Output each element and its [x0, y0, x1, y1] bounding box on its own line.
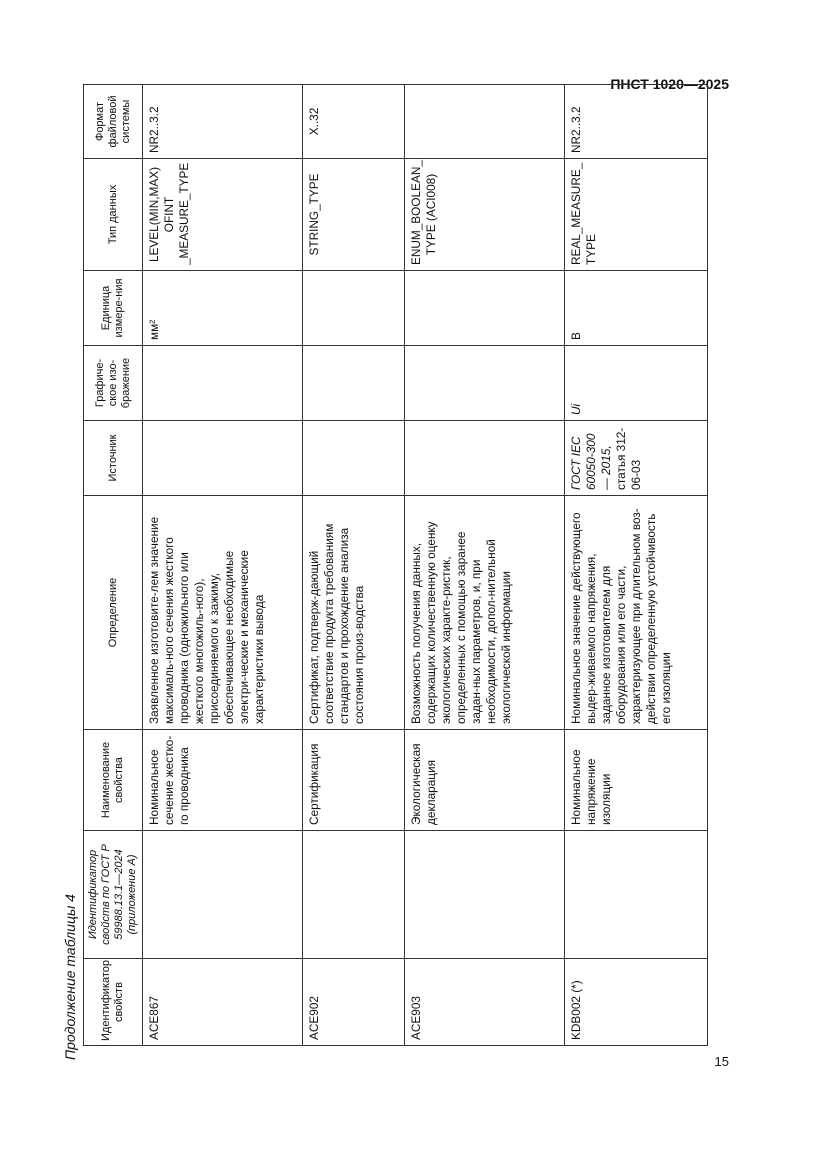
- col-header-unit: Единица измере-ния: [84, 271, 143, 346]
- table-row: [405, 85, 565, 1046]
- cell-definition: Номинальное значение действующего выдер-живаемого напряжения, заданное изготовителем для оборудования или его части, характеризующее при длительном воз-действии определенную устойчивость его изоляции: [565, 496, 708, 730]
- cell-source: [143, 421, 303, 496]
- properties-table: [83, 95, 706, 1046]
- cell-source: [405, 421, 565, 496]
- table-caption: Продолжение таблицы 4: [62, 894, 78, 1060]
- document-code: ПНСТ 1020—2025: [610, 76, 729, 92]
- cell-symbol: [143, 346, 303, 421]
- cell-symbol: Ui: [565, 346, 708, 421]
- col-header-gost-id: Идентификатор свойств по ГОСТ Р 59988.13.1—2024 (приложение А): [84, 831, 143, 959]
- cell-id: ACE903: [405, 959, 565, 1046]
- cell-datatype: STRING_TYPE: [303, 159, 405, 271]
- header-row: [84, 85, 143, 1046]
- col-header-format: Формат файловой системы: [84, 85, 143, 159]
- table-row: [303, 85, 405, 1046]
- cell-id: KDB002 (*): [565, 959, 708, 1046]
- col-header-definition: Определение: [84, 496, 143, 730]
- cell-definition: Возможность получения данных, содержащих количественную оценку экологических характе-ристик, определенных с помощью заранее задан-ных параметров, и, при необходимости, допол-нительной экологической информации: [405, 496, 565, 730]
- cell-definition: Сертификат, подтверж-дающий соответствие продукта требованиям стандартов и прохождение анализа состояния произ-водства: [303, 496, 405, 730]
- cell-definition: Заявленное изготовите-лем значение максималь-ного сечения жесткого проводника (одножильного или жесткого многожиль-ного), присоединяемого к зажиму, обеспечивающее необходимые электри-ческие и механические характеристики вывода: [143, 496, 303, 730]
- cell-format: NR2..3.2: [565, 85, 708, 159]
- cell-source: [565, 421, 708, 496]
- col-header-name: Наименование свойства: [84, 730, 143, 831]
- cell-datatype: LEVEL(MIN,MAX) OFINT _MEASURE_TYPE: [143, 159, 303, 271]
- cell-unit: мм²: [143, 271, 303, 346]
- page-number: 15: [714, 1054, 729, 1069]
- cell-name: Номинальное напряжение изоляции: [565, 730, 708, 831]
- cell-gost-id: [303, 831, 405, 959]
- cell-source: [303, 421, 405, 496]
- cell-unit: [405, 271, 565, 346]
- source-article: статья 312-06-03: [614, 427, 643, 490]
- cell-format: X..32: [303, 85, 405, 159]
- cell-gost-id: [143, 831, 303, 959]
- cell-gost-id: [565, 831, 708, 959]
- source-text: ГОСТ IEC 60050-300— 2015,: [569, 433, 613, 490]
- cell-format: [405, 85, 565, 159]
- table-row: [143, 85, 303, 1046]
- cell-name: Сертификация: [303, 730, 405, 831]
- cell-unit: [303, 271, 405, 346]
- col-header-id: Идентификатор свойств: [84, 959, 143, 1046]
- col-header-source: Источник: [84, 421, 143, 496]
- cell-symbol: [405, 346, 565, 421]
- cell-symbol: [303, 346, 405, 421]
- col-header-symbol: Графиче-ское изо-бражение: [84, 346, 143, 421]
- cell-id: ACE902: [303, 959, 405, 1046]
- cell-datatype: ENUM_BOOLEAN_ TYPE (ACI008): [405, 159, 565, 271]
- cell-gost-id: [405, 831, 565, 959]
- cell-id: ACE867: [143, 959, 303, 1046]
- col-header-datatype: Тип данных: [84, 159, 143, 271]
- cell-unit: В: [565, 271, 708, 346]
- table-row: [565, 85, 708, 1046]
- cell-datatype: REAL_MEASURE_ TYPE: [565, 159, 708, 271]
- cell-name: Номинальное сечение жестко-го проводника: [143, 730, 303, 831]
- cell-format: NR2..3.2: [143, 85, 303, 159]
- cell-name: Экологическая декларация: [405, 730, 565, 831]
